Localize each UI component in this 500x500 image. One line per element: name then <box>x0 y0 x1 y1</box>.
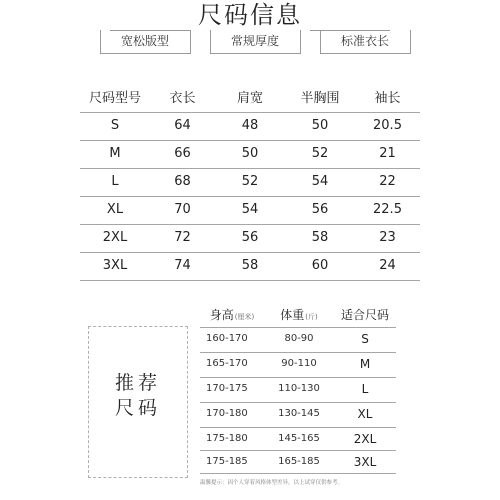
table-row <box>80 225 420 251</box>
feature-divider <box>190 30 191 54</box>
header-fit-size: 适合尺码 <box>340 308 389 322</box>
cell-chest: 52 <box>311 146 329 161</box>
cell-weight: 130-145 <box>278 408 320 419</box>
cell-chest: 54 <box>311 174 329 189</box>
cell-chest: 50 <box>311 118 329 133</box>
feature-thickness: 常规厚度 <box>210 30 300 54</box>
cell-shoulder: 52 <box>241 174 259 189</box>
cell-size: XL <box>106 202 124 217</box>
cell-sleeve: 24 <box>379 258 396 273</box>
feature-length: 标准衣长 <box>320 30 410 54</box>
table-row <box>200 353 396 377</box>
cell-sleeve: 22.5 <box>373 202 402 217</box>
cell-height: 160-170 <box>206 333 248 344</box>
cell-shoulder: 58 <box>241 258 259 273</box>
table-row <box>200 328 396 352</box>
cell-chest: 58 <box>311 230 329 245</box>
cell-size: S <box>361 332 369 346</box>
cell-size: M <box>359 357 371 371</box>
cell-shoulder: 50 <box>241 146 259 161</box>
table-row <box>200 428 396 452</box>
feature-divider <box>300 30 301 54</box>
cell-height: 175-185 <box>206 456 248 467</box>
cell-size: M <box>109 146 121 161</box>
cell-sleeve: 21 <box>379 146 396 161</box>
recommend-table-header <box>200 304 396 326</box>
cell-sleeve: 23 <box>379 230 396 245</box>
cell-chest: 60 <box>311 258 329 273</box>
table-row <box>80 141 420 167</box>
page-title: 尺码信息 <box>198 1 302 29</box>
cell-size: 3XL <box>353 455 377 469</box>
cell-length: 72 <box>174 230 191 245</box>
cell-size: S <box>110 118 120 133</box>
cell-weight: 165-185 <box>278 456 320 467</box>
cell-shoulder: 54 <box>241 202 259 217</box>
feature-fit: 宽松版型 <box>100 30 190 54</box>
header-weight-label: 体重 <box>280 308 305 322</box>
cell-height: 170-175 <box>206 383 248 394</box>
header-size: 尺码型号 <box>88 91 141 106</box>
cell-length: 64 <box>174 118 191 133</box>
cell-sleeve: 22 <box>379 174 396 189</box>
header-length: 衣长 <box>169 91 196 106</box>
cell-size: 3XL <box>102 258 128 273</box>
header-height-unit: (厘米) <box>234 313 255 321</box>
header-weight-unit: (斤) <box>305 313 318 321</box>
feature-divider <box>100 30 101 54</box>
table-row <box>200 451 396 475</box>
recommend-title: 推荐 尺码 <box>114 372 161 419</box>
cell-length: 74 <box>174 258 191 273</box>
header-weight <box>264 304 334 326</box>
cell-size: XL <box>357 407 373 421</box>
table-row <box>80 169 420 195</box>
cell-height: 170-180 <box>206 408 248 419</box>
footnote: 温馨提示：因个人穿着风格体型差异，以上试穿仅供参考。 <box>200 480 344 486</box>
cell-length: 70 <box>174 202 191 217</box>
cell-sleeve: 20.5 <box>373 118 402 133</box>
cell-height: 165-170 <box>206 358 248 369</box>
cell-size: 2XL <box>102 230 128 245</box>
feature-divider <box>320 30 321 54</box>
cell-length: 68 <box>174 174 191 189</box>
header-shoulder: 肩宽 <box>236 91 263 106</box>
cell-weight: 110-130 <box>278 383 320 394</box>
cell-weight: 90-110 <box>281 358 317 369</box>
cell-size: L <box>361 382 369 396</box>
table-row <box>200 378 396 402</box>
cell-weight: 80-90 <box>284 333 314 344</box>
header-height-label: 身高 <box>209 308 234 322</box>
table-row <box>80 253 420 279</box>
table-rule <box>80 280 420 281</box>
cell-size: 2XL <box>353 432 377 446</box>
feature-divider <box>410 30 411 54</box>
cell-chest: 56 <box>311 202 329 217</box>
cell-length: 66 <box>174 146 191 161</box>
header-sleeve: 袖长 <box>374 91 401 106</box>
table-row <box>80 197 420 223</box>
cell-height: 175-180 <box>206 433 248 444</box>
table-row <box>200 403 396 427</box>
cell-size: L <box>111 174 119 189</box>
cell-shoulder: 48 <box>241 118 259 133</box>
cell-weight: 145-165 <box>278 433 320 444</box>
table-rule <box>200 473 396 474</box>
size-table-header <box>80 86 420 112</box>
cell-shoulder: 56 <box>241 230 259 245</box>
table-row <box>80 113 420 139</box>
header-chest: 半胸围 <box>300 91 340 106</box>
header-height <box>200 304 264 326</box>
feature-divider <box>210 30 211 54</box>
